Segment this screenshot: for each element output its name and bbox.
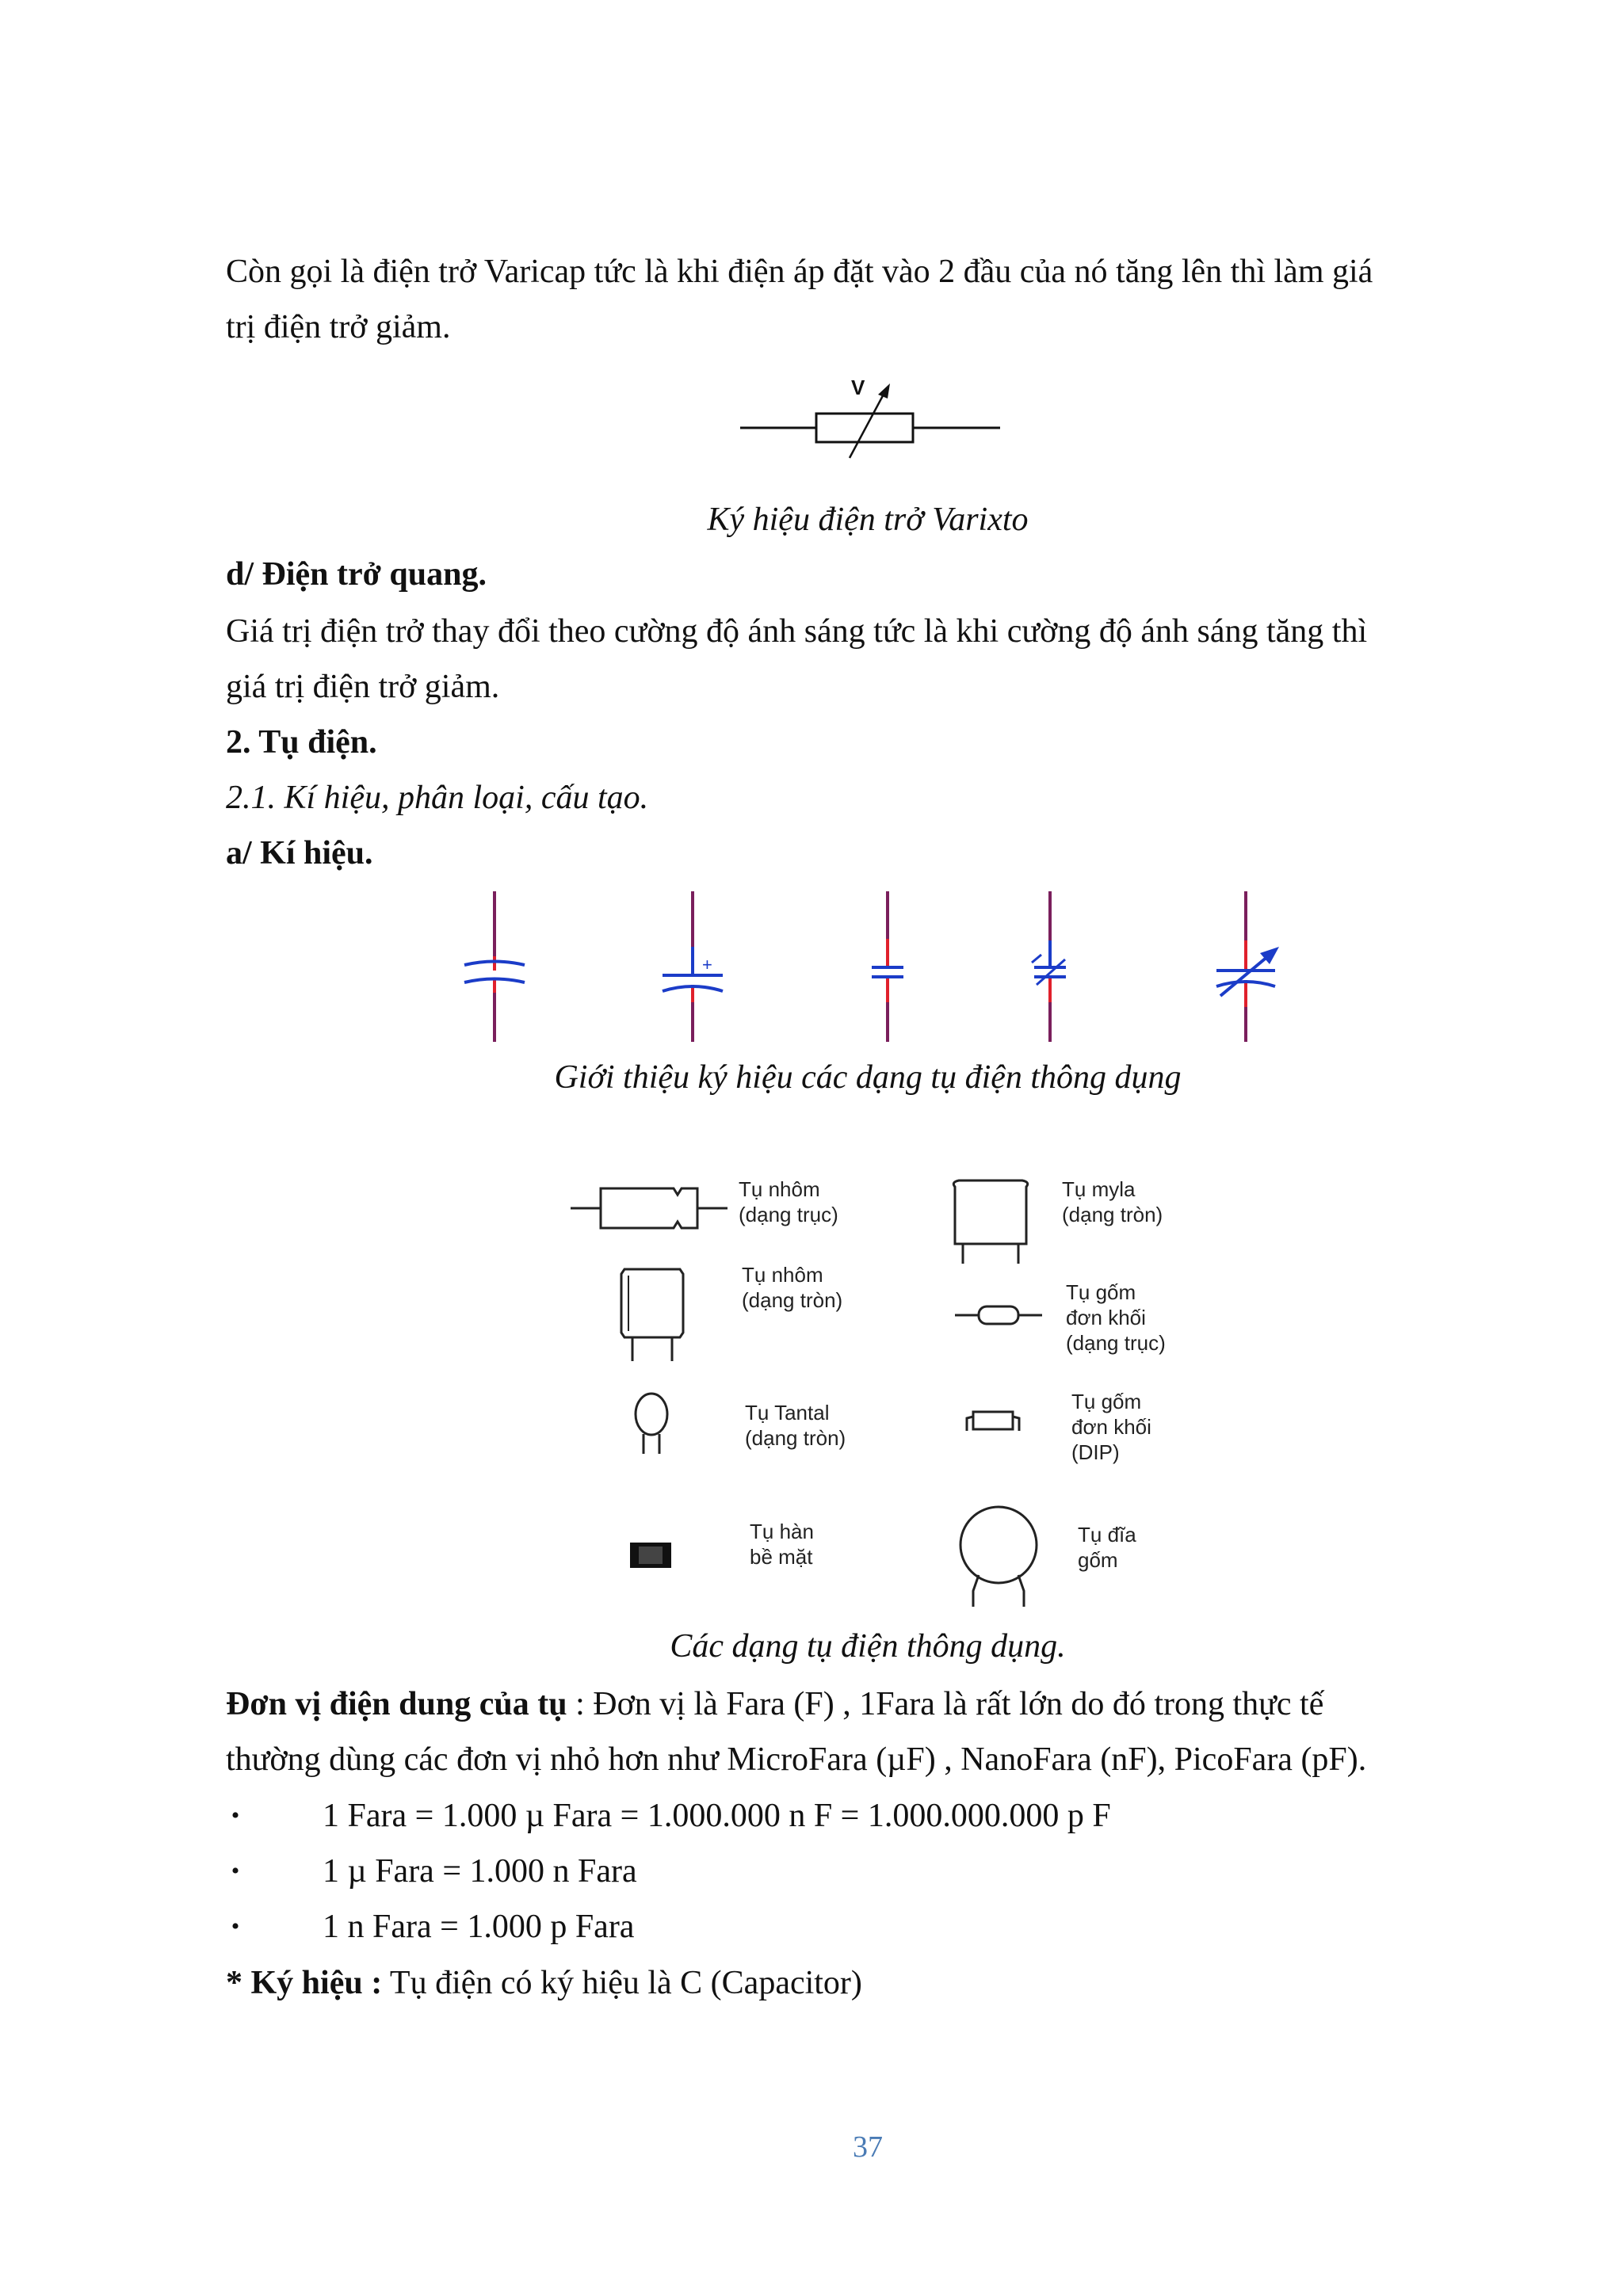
symbol-subheading: a/ Kí hiệu.	[226, 835, 373, 871]
type-label-7-line-1: Tụ hàn	[750, 1520, 814, 1543]
type-label-6-line-1: Tụ gốm	[1071, 1390, 1142, 1413]
page-number: 37	[853, 2130, 883, 2164]
type-label-3-line-2: (dạng tròn)	[742, 1288, 843, 1312]
varistor-letter: V	[851, 376, 865, 399]
capacitor-types-figure	[555, 1157, 1268, 1616]
symbols-caption: Giới thiệu ký hiệu các dạng tụ điện thông dụng	[554, 1059, 1182, 1096]
capacitor-symbol-variable	[1216, 891, 1279, 1042]
notation-text: Tụ điện có ký hiệu là C (Capacitor)	[382, 1965, 862, 2001]
intro-paragraph-line-2: trị điện trở giảm.	[226, 309, 451, 345]
type-label-2-line-1: Tụ myla	[1062, 1177, 1136, 1201]
tantalum-capacitor-icon	[636, 1394, 667, 1454]
notation-term: * Ký hiệu :	[226, 1965, 383, 2001]
axial-ceramic-capacitor-icon	[955, 1306, 1042, 1324]
capacitor-symbol-trimmer	[1032, 891, 1066, 1042]
radial-aluminium-capacitor-icon	[621, 1269, 683, 1361]
type-label-5-line-2: (dạng tròn)	[745, 1426, 846, 1450]
photoresistor-paragraph-line-1: Giá trị điện trở thay đổi theo cường độ ánh sáng tức là khi cường độ ánh sáng tăng thì	[226, 613, 1368, 650]
bullet-text: 1 Fara = 1.000 µ Fara = 1.000.000 n F = 1.000.000.000 p F	[323, 1798, 1111, 1834]
smd-capacitor-icon	[631, 1543, 670, 1567]
mylar-capacitor-icon	[953, 1180, 1027, 1264]
type-label-6-line-3: (DIP)	[1071, 1440, 1120, 1464]
capacitor-heading: 2. Tụ điện.	[226, 724, 377, 761]
dip-ceramic-capacitor-icon	[967, 1412, 1019, 1431]
unit-line-1-text: : Đơn vị là Fara (F) , 1Fara là rất lớn do đó trong thực tế	[567, 1686, 1324, 1722]
type-label-8-line-2: gốm	[1078, 1548, 1118, 1572]
photoresistor-heading: d/ Điện trở quang.	[226, 556, 487, 593]
capacitor-subheading: 2.1. Kí hiệu, phân loại, cấu tạo.	[226, 780, 649, 816]
ceramic-disc-capacitor-icon	[960, 1507, 1037, 1607]
unit-term: Đơn vị điện dung của tụ	[226, 1686, 567, 1722]
type-label-1-line-2: (dạng trục)	[739, 1203, 838, 1226]
unit-paragraph-line-1	[226, 1676, 1510, 1732]
bullet-text: 1 µ Fara = 1.000 n Fara	[323, 1853, 637, 1890]
photoresistor-paragraph-line-2: giá trị điện trở giảm.	[226, 669, 500, 705]
type-label-4-line-2: đơn khối	[1066, 1306, 1146, 1329]
unit-paragraph-line-2: thường dùng các đơn vị nhỏ hơn như MicroFara (µF) , NanoFara (nF), PicoFara (pF).	[226, 1741, 1367, 1778]
intro-paragraph-line-1: Còn gọi là điện trở Varicap tức là khi điện áp đặt vào 2 đầu của nó tăng lên thì làm giá	[226, 254, 1373, 290]
bullet-text: 1 n Fara = 1.000 p Fara	[323, 1909, 635, 1945]
capacitor-symbol-plain	[872, 891, 903, 1042]
type-label-5-line-1: Tụ Tantal	[745, 1401, 830, 1425]
varistor-symbol-figure	[737, 372, 1006, 460]
capacitor-symbols-figure	[444, 891, 1316, 1042]
type-label-2-line-2: (dạng tròn)	[1062, 1203, 1163, 1226]
bullet-dot: •	[231, 1913, 240, 1939]
type-label-1-line-1: Tụ nhôm	[739, 1177, 820, 1201]
notation-line	[226, 1955, 1510, 2011]
type-label-4-line-3: (dạng trục)	[1066, 1331, 1166, 1355]
type-label-8-line-1: Tụ đĩa	[1078, 1523, 1136, 1547]
type-label-7-line-2: bề mặt	[750, 1545, 813, 1569]
polarity-plus-sign: +	[702, 955, 712, 974]
varistor-caption: Ký hiệu điện trở Varixto	[707, 502, 1029, 538]
axial-aluminium-capacitor-icon	[571, 1188, 727, 1228]
capacitor-symbol-curved	[464, 891, 525, 1042]
bullet-dot: •	[231, 1858, 240, 1884]
type-label-4-line-1: Tụ gốm	[1066, 1280, 1136, 1304]
type-label-6-line-2: đơn khối	[1071, 1415, 1151, 1439]
bullet-dot: •	[231, 1802, 240, 1829]
type-label-3-line-1: Tụ nhôm	[742, 1263, 823, 1287]
capacitor-symbol-polarized	[663, 891, 723, 1042]
types-caption: Các dạng tụ điện thông dụng.	[670, 1628, 1066, 1665]
